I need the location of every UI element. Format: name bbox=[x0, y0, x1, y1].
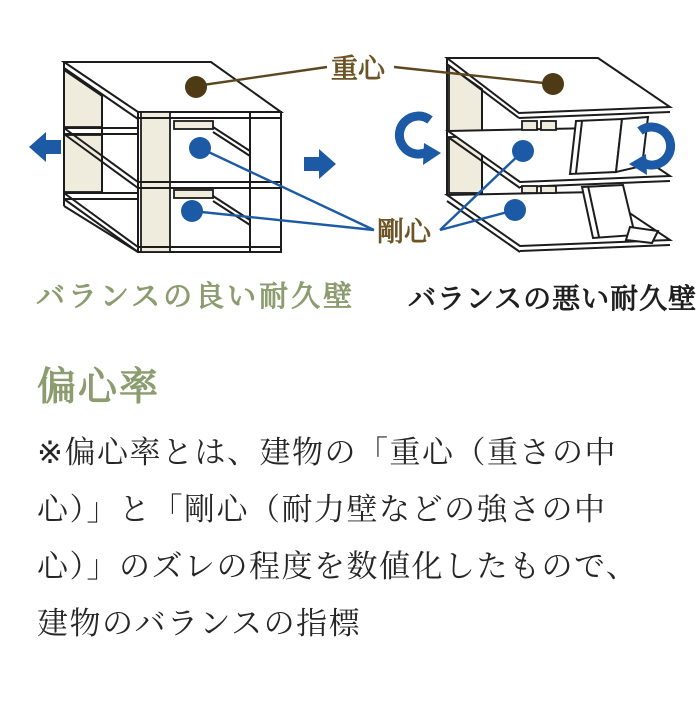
structure-diagram bbox=[0, 0, 700, 265]
fallen-wall-piece bbox=[626, 227, 658, 243]
rotation-arrow-left bbox=[399, 116, 441, 165]
rigidity-center-dot-left-lower bbox=[181, 200, 203, 222]
left-partition-wall-upper bbox=[174, 121, 213, 129]
force-arrow-left bbox=[29, 132, 61, 162]
left-side-wall-panel-lower bbox=[64, 135, 102, 192]
description-line: 建物のバランスの指標 bbox=[37, 606, 362, 642]
description-line: 心）」と「剛心（耐力壁などの強さの中 bbox=[37, 492, 607, 528]
gravity-center-dot-left bbox=[185, 76, 207, 98]
rigidity-center-dot-right-upper bbox=[512, 140, 534, 162]
left-building bbox=[64, 62, 281, 252]
caption-balanced-walls: バランスの良い耐久壁 bbox=[36, 279, 356, 313]
right-partition-strip-upper-a bbox=[522, 121, 537, 130]
rigidity-center-dot-left-upper bbox=[189, 137, 211, 159]
right-partition-strip-lower-b bbox=[541, 186, 556, 193]
description-line: 心）」のズレの程度を数値化したもので、 bbox=[37, 549, 639, 585]
right-partition-strip-lower-a bbox=[522, 186, 537, 193]
gravity-center-dot-right bbox=[542, 73, 564, 95]
right-partition-strip-upper-b bbox=[541, 121, 556, 130]
description-line: ※偏心率とは、建物の「重心（重さの中 bbox=[37, 435, 617, 471]
rigidity-center-dot-right-lower bbox=[504, 199, 526, 221]
left-partition-wall-lower bbox=[174, 190, 213, 198]
section-heading-eccentricity: 偏心率 bbox=[37, 365, 161, 410]
force-arrow-right bbox=[304, 149, 336, 179]
rigidity-center-label: 剛心 bbox=[377, 217, 431, 248]
gravity-center-label: 重心 bbox=[331, 54, 385, 85]
eccentricity-description bbox=[37, 425, 687, 653]
caption-unbalanced-walls: バランスの悪い耐久壁 bbox=[408, 282, 698, 315]
